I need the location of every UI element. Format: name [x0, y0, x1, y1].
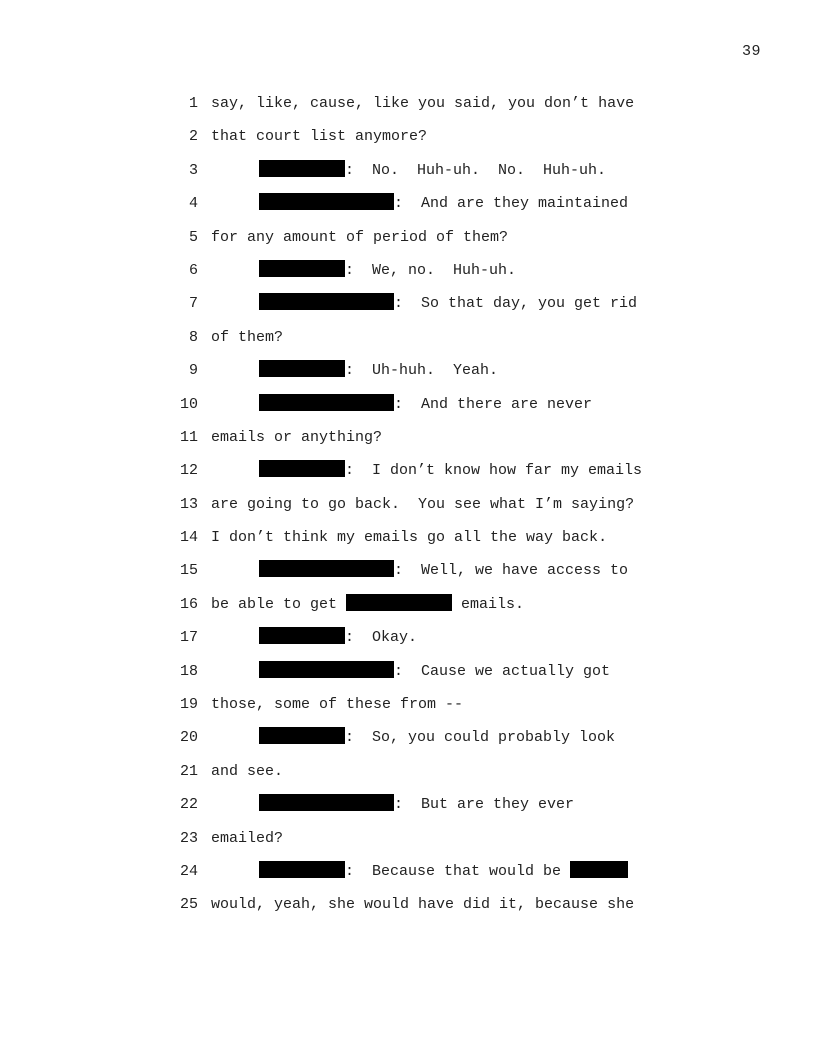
line-number: 7 — [188, 295, 198, 313]
transcript-line — [0, 627, 816, 660]
line-text: : And are they maintained — [394, 195, 629, 213]
transcript-body — [0, 93, 816, 928]
transcript-line — [0, 861, 816, 894]
redacted-speaker-name — [259, 193, 394, 210]
line-number: 18 — [179, 662, 198, 680]
transcript-line — [0, 494, 816, 527]
speaker-line — [259, 727, 615, 748]
transcript-line — [0, 193, 816, 226]
line-text: of them? — [211, 328, 284, 346]
transcript-line — [0, 160, 816, 193]
redacted-speaker-name — [259, 160, 345, 177]
line-number: 24 — [179, 862, 198, 880]
transcript-line — [0, 227, 816, 260]
speaker-line — [259, 394, 592, 415]
line-number: 22 — [179, 796, 198, 814]
redacted-speaker-name — [259, 360, 345, 377]
line-number: 15 — [179, 562, 198, 580]
transcript-line — [0, 460, 816, 493]
line-number: 13 — [179, 495, 198, 513]
line-text: : No. Huh-uh. No. Huh-uh. — [345, 161, 607, 179]
redacted-speaker-name — [259, 260, 345, 277]
mixed-line — [211, 594, 524, 615]
redacted-name — [346, 594, 452, 611]
speaker-line — [259, 293, 637, 314]
line-number: 5 — [188, 228, 198, 246]
line-number: 16 — [179, 595, 198, 613]
page-number: 39 — [742, 43, 762, 60]
transcript-line — [0, 694, 816, 727]
line-number: 14 — [179, 529, 198, 547]
redacted-speaker-name — [259, 661, 394, 678]
line-text: : Cause we actually got — [394, 662, 611, 680]
line-number: 19 — [179, 696, 198, 714]
redacted-speaker-name — [259, 460, 345, 477]
line-number: 8 — [188, 328, 198, 346]
line-number: 23 — [179, 829, 198, 847]
line-text: : And there are never — [394, 395, 593, 413]
line-number: 17 — [179, 629, 198, 647]
transcript-line — [0, 594, 816, 627]
speaker-line — [259, 794, 574, 815]
transcript-line — [0, 560, 816, 593]
line-text: those, some of these from -- — [211, 696, 464, 714]
line-number: 10 — [179, 395, 198, 413]
transcript-line — [0, 727, 816, 760]
redacted-speaker-name — [259, 794, 394, 811]
line-text: : I don’t know how far my emails — [345, 462, 643, 480]
line-text: : So that day, you get rid — [394, 295, 638, 313]
redacted-speaker-name — [259, 727, 345, 744]
line-number: 20 — [179, 729, 198, 747]
line-number: 11 — [179, 428, 198, 446]
transcript-line — [0, 894, 816, 927]
speaker-line — [259, 861, 628, 882]
speaker-line — [259, 627, 417, 648]
line-number: 3 — [188, 161, 198, 179]
line-text: are going to go back. You see what I’m saying? — [211, 495, 635, 513]
line-text: emails or anything? — [211, 428, 383, 446]
redacted-speaker-name — [259, 861, 345, 878]
line-text: for any amount of period of them? — [211, 228, 509, 246]
speaker-line — [259, 460, 642, 481]
line-text: I don’t think my emails go all the way back. — [211, 529, 608, 547]
line-text: : Well, we have access to — [394, 562, 629, 580]
line-number: 12 — [179, 462, 198, 480]
speaker-line — [259, 260, 516, 281]
redacted-speaker-name — [259, 627, 345, 644]
line-text: : Because that would be — [345, 862, 571, 880]
transcript-line — [0, 794, 816, 827]
speaker-line — [259, 193, 628, 214]
speaker-line — [259, 360, 498, 381]
line-text: : Uh-huh. Yeah. — [345, 362, 499, 380]
transcript-line — [0, 761, 816, 794]
transcript-line — [0, 427, 816, 460]
line-text: that court list anymore? — [211, 128, 428, 146]
line-text: : Okay. — [345, 629, 418, 647]
speaker-line — [259, 560, 628, 581]
line-number: 6 — [188, 261, 198, 279]
line-number: 2 — [188, 128, 198, 146]
line-number: 21 — [179, 762, 198, 780]
transcript-line — [0, 828, 816, 861]
transcript-line — [0, 394, 816, 427]
line-text: : So, you could probably look — [345, 729, 616, 747]
line-text: : We, no. Huh-uh. — [345, 261, 517, 279]
line-number: 25 — [179, 896, 198, 914]
redacted-speaker-name — [259, 560, 394, 577]
transcript-line — [0, 360, 816, 393]
line-text: would, yeah, she would have did it, because she — [211, 896, 635, 914]
speaker-line — [259, 661, 610, 682]
transcript-line — [0, 327, 816, 360]
line-text: emails. — [452, 595, 525, 613]
transcript-line — [0, 93, 816, 126]
transcript-line — [0, 527, 816, 560]
line-text: be able to get — [211, 595, 347, 613]
transcript-line — [0, 661, 816, 694]
line-text: and see. — [211, 762, 284, 780]
redacted-speaker-name — [259, 394, 394, 411]
speaker-line — [259, 160, 606, 181]
redacted-speaker-name — [259, 293, 394, 310]
line-text: emailed? — [211, 829, 284, 847]
redacted-name — [570, 861, 628, 878]
transcript-line — [0, 293, 816, 326]
line-number: 4 — [188, 195, 198, 213]
transcript-line — [0, 260, 816, 293]
transcript-line — [0, 126, 816, 159]
line-text: : But are they ever — [394, 796, 575, 814]
line-number: 1 — [188, 95, 198, 112]
line-text: say, like, cause, like you said, you don’t have — [211, 95, 635, 112]
line-number: 9 — [188, 362, 198, 380]
